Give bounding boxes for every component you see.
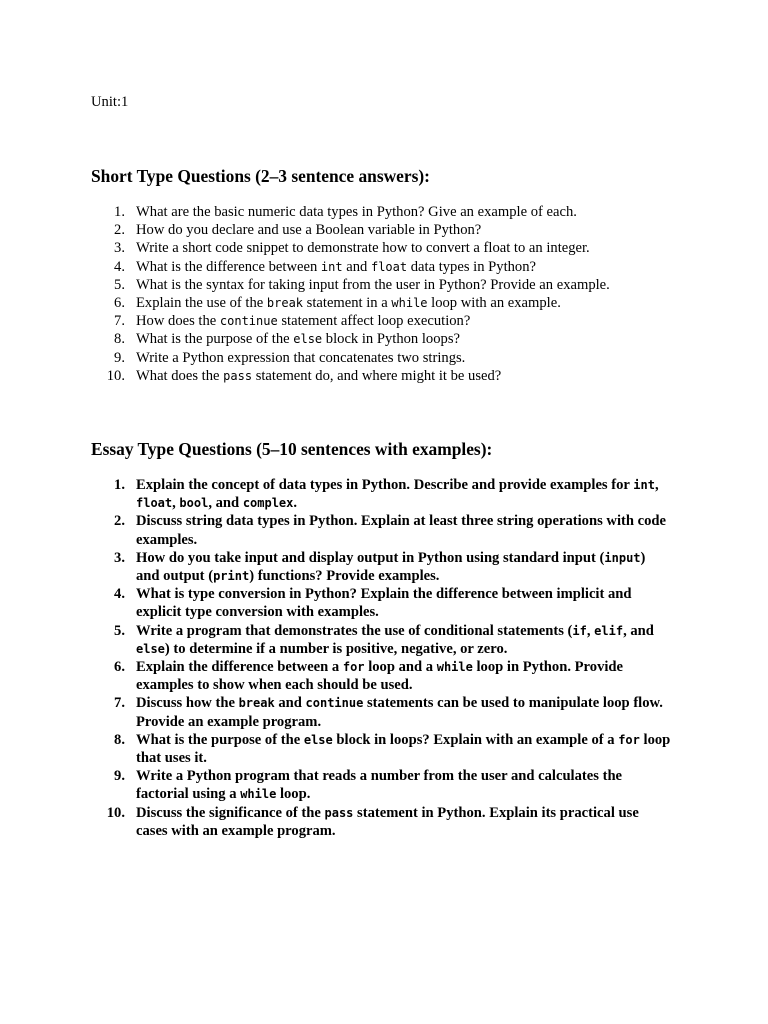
- question-text: What is the purpose of the: [136, 331, 294, 348]
- code-keyword: break: [238, 696, 275, 711]
- code-keyword: elif: [594, 623, 624, 638]
- question-text: How do you take input and display output in Python using standard input (: [136, 549, 605, 566]
- question-text: ) to determine if a number is positive, negative, or zero.: [164, 640, 508, 657]
- question-text: loop.: [276, 786, 311, 803]
- short-question-item: [91, 276, 671, 294]
- short-questions-heading: Short Type Questions (2–3 sentence answers):: [91, 166, 430, 186]
- question-number: 10.: [106, 804, 125, 821]
- question-text: Write a short code snippet to demonstrate how to convert a float to an integer.: [136, 240, 590, 257]
- question-number: 3.: [114, 549, 125, 566]
- question-text: loop and a: [364, 659, 437, 676]
- code-keyword: float: [136, 496, 173, 511]
- question-text: What is the difference between: [136, 258, 321, 275]
- code-keyword: float: [370, 259, 408, 274]
- short-question-item: [91, 312, 671, 330]
- question-text: Write a Python program that reads a number from the user and calculates the factorial using a: [136, 768, 623, 803]
- essay-questions-heading: Essay Type Questions (5–10 sentences with examples):: [91, 439, 493, 459]
- code-keyword: continue: [219, 314, 278, 329]
- question-number: 5.: [114, 276, 125, 293]
- question-number: 4.: [114, 258, 125, 275]
- short-question-item: [91, 330, 671, 348]
- question-number: 3.: [114, 240, 125, 257]
- question-text: data types in Python?: [407, 258, 536, 275]
- question-text: Discuss string data types in Python. Explain at least three string operations with code examples.: [136, 513, 666, 548]
- code-keyword: if: [572, 623, 587, 638]
- question-number: 6.: [114, 659, 125, 676]
- code-keyword: for: [342, 660, 365, 675]
- essay-question-item: [91, 476, 671, 512]
- code-keyword: break: [266, 296, 304, 311]
- code-keyword: print: [213, 569, 250, 584]
- essay-question-item: [91, 658, 671, 694]
- essay-question-item: [91, 585, 671, 621]
- code-keyword: while: [391, 296, 428, 311]
- essay-question-item: [91, 549, 671, 585]
- question-text: loop with an example.: [427, 295, 561, 312]
- question-text: statement affect loop execution?: [277, 313, 471, 330]
- question-number: 9.: [114, 768, 125, 785]
- question-text: block in loops? Explain with an example of a: [332, 731, 619, 748]
- question-number: 1.: [114, 204, 125, 220]
- question-number: 1.: [114, 477, 125, 493]
- essay-question-item: [91, 804, 671, 840]
- question-text: ,: [172, 495, 180, 512]
- question-text: Write a Python expression that concatenates two strings.: [136, 349, 466, 366]
- question-text: Explain the concept of data types in Python. Describe and provide examples for: [136, 477, 634, 493]
- question-text: loop that uses it.: [136, 731, 671, 767]
- question-number: 7.: [114, 695, 125, 712]
- question-number: 5.: [114, 622, 125, 639]
- question-text: Discuss how the: [136, 695, 239, 712]
- question-text: How do you declare and use a Boolean variable in Python?: [136, 222, 482, 239]
- code-keyword: int: [633, 478, 655, 492]
- code-keyword: else: [136, 641, 165, 656]
- question-text: What does the: [136, 367, 224, 384]
- question-number: 6.: [114, 295, 125, 312]
- question-text: and: [342, 258, 371, 275]
- question-text: How does the: [136, 313, 220, 330]
- code-keyword: complex: [242, 496, 294, 511]
- code-keyword: else: [303, 732, 333, 747]
- question-text: What is type conversion in Python? Explain the difference between implicit and explicit type conversion with examples.: [136, 586, 632, 621]
- question-text: block in Python loops?: [322, 331, 460, 348]
- code-keyword: pass: [223, 368, 253, 383]
- question-text: What is the purpose of the: [136, 731, 304, 748]
- short-questions-list: [91, 203, 671, 385]
- essay-question-item: [91, 767, 671, 803]
- short-question-item: [91, 203, 671, 221]
- essay-question-item: [91, 731, 671, 767]
- short-question-item: [91, 258, 671, 276]
- code-keyword: input: [604, 550, 641, 565]
- code-keyword: int: [320, 259, 343, 274]
- question-text: statement in a: [303, 295, 392, 312]
- question-text: ,: [586, 622, 595, 639]
- code-keyword: continue: [305, 696, 364, 711]
- short-question-item: [91, 367, 671, 385]
- code-keyword: else: [293, 332, 323, 347]
- code-keyword: while: [240, 787, 277, 802]
- code-keyword: for: [618, 732, 640, 747]
- short-question-item: [91, 239, 671, 257]
- question-number: 8.: [114, 731, 125, 748]
- question-number: 2.: [114, 513, 125, 530]
- question-text: , and: [208, 495, 243, 512]
- question-text: Explain the difference between a: [136, 659, 343, 676]
- question-number: 10.: [106, 367, 125, 384]
- question-number: 7.: [114, 313, 125, 330]
- essay-questions-list: [91, 476, 671, 840]
- essay-question-item: [91, 694, 671, 730]
- question-number: 2.: [114, 222, 125, 239]
- code-keyword: while: [436, 660, 473, 675]
- question-text: What are the basic numeric data types in Python? Give an example of each.: [136, 204, 577, 220]
- question-text: .: [293, 495, 298, 512]
- short-question-item: [91, 349, 671, 367]
- question-text: statements can be used to manipulate loop flow. Provide an example program.: [136, 695, 663, 730]
- question-text: statement in Python. Explain its practical use cases with an example program.: [136, 804, 639, 839]
- question-text: ) and output (: [136, 549, 646, 585]
- question-text: ) functions? Provide examples.: [249, 568, 440, 585]
- question-text: Write a program that demonstrates the use of conditional statements (: [136, 622, 573, 639]
- code-keyword: bool: [179, 496, 209, 511]
- short-question-item: [91, 221, 671, 239]
- question-number: 4.: [114, 586, 125, 603]
- question-text: statement do, and where might it be used?: [252, 367, 502, 384]
- question-text: ,: [654, 477, 659, 493]
- unit-label: Unit:1: [91, 94, 129, 110]
- question-text: and: [274, 695, 306, 712]
- short-question-item: [91, 294, 671, 312]
- question-text: loop in Python. Provide examples to show when each should be used.: [136, 659, 624, 694]
- question-text: What is the syntax for taking input from the user in Python? Provide an example.: [136, 276, 610, 293]
- question-number: 9.: [114, 349, 125, 366]
- essay-question-item: [91, 622, 671, 658]
- question-text: Explain the use of the: [136, 295, 267, 312]
- question-text: , and: [623, 622, 654, 639]
- essay-question-item: [91, 512, 671, 548]
- question-text: Discuss the significance of the: [136, 804, 325, 821]
- code-keyword: pass: [324, 805, 354, 820]
- question-number: 8.: [114, 331, 125, 348]
